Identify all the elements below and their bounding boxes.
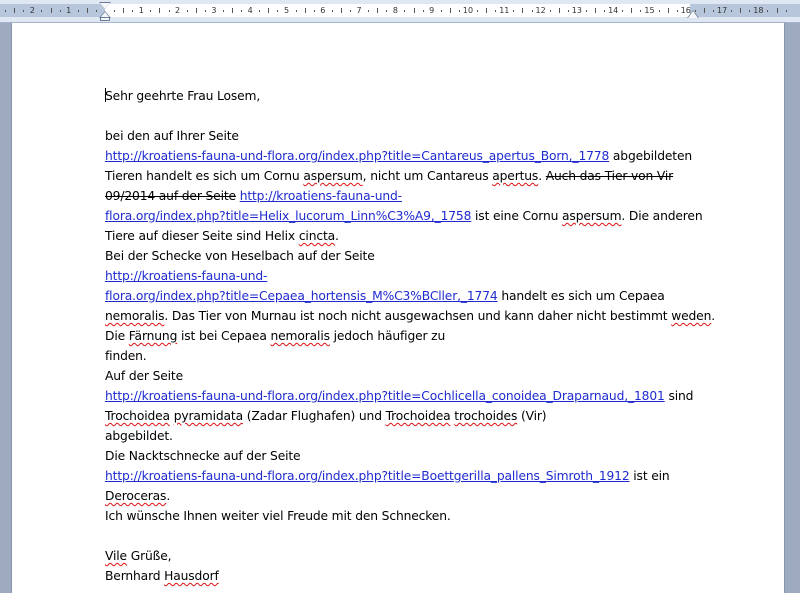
misspelled-word[interactable]: apertus [492,169,539,183]
ruler-quarter-dot [350,10,351,12]
ruler-number: 9 [429,6,435,15]
ruler-quarter-dot [132,10,133,12]
ruler-quarter-dot [223,10,224,12]
ruler-quarter-dot [513,10,514,12]
ruler-half-tick [450,8,451,13]
ruler-number: 13 [571,6,582,15]
ruler-quarter-dot [477,10,478,12]
ruler-quarter-dot [423,10,424,12]
ruler-half-tick [14,8,15,13]
ruler-half-tick [341,8,342,13]
ruler-half-tick [777,8,778,13]
ruler-quarter-dot [767,10,768,12]
ruler-number: 6 [320,6,326,15]
paragraph-line: nemoralis. Das Tier von Murnau ist noch nicht ausgewachsen und kann daher nicht bestimmt weden. [105,309,716,323]
ruler-half-tick [268,8,269,13]
ruler-quarter-dot [96,10,97,12]
ruler-half-tick [559,8,560,13]
link-cepaea-hortensis[interactable]: http://kroatiens-fauna-und- [105,269,268,283]
closing-line: Vile Grüße, [105,549,172,563]
paragraph-line: Deroceras. [105,489,171,503]
misspelled-word[interactable]: aspersum [303,169,363,183]
ruler-half-tick [414,8,415,13]
paragraph-line: http://kroatiens-fauna-und-flora.org/index.php?title=Cochlicella_conoidea_Draparnaud,_1801 sind [105,389,694,403]
paragraph-line: flora.org/index.php?title=Cepaea_hortensis_M%C3%BCller,_1774 handelt es sich um Cepaea [105,289,665,303]
paragraph-line: Die Färnung ist bei Cepaea nemoralis jedoch häufiger zu [105,329,446,343]
link-cepaea-hortensis[interactable]: flora.org/index.php?title=Cepaea_hortensis_M%C3%BCller,_1774 [105,289,498,303]
paragraph-line: abgebildet. [105,429,173,443]
misspelled-word[interactable]: pyramidata [173,409,243,423]
ruler-quarter-dot [640,10,641,12]
ruler-half-tick [159,8,160,13]
ruler-quarter-dot [713,10,714,12]
ruler-quarter-dot [749,10,750,12]
strikethrough-text: Auch das Tier von Vir [545,169,674,183]
ruler-number: 10 [462,6,474,15]
paragraph-line: Bei der Schecke von Heselbach auf der Seite [105,249,375,263]
ruler-quarter-dot [495,10,496,12]
strikethrough-text: 09/2014 auf der Seite [105,189,236,203]
paragraph-line: Tieren handelt es sich um Cornu aspersum, nicht um Cantareus apertus. Auch das Tier von Vir [105,169,674,183]
ruler-quarter-dot [169,10,170,12]
paragraph-line: Ich wünsche Ihnen weiter viel Freude mit den Schnecken. [105,509,451,523]
ruler-half-tick [51,8,52,13]
ruler-quarter-dot [205,10,206,12]
misspelled-word[interactable]: Trochoidea [105,409,170,423]
first-line-indent-marker[interactable] [100,3,110,9]
ruler-number: 2 [175,6,181,15]
paragraph-line: Tiere auf dieser Seite sind Helix cincta. [105,229,339,243]
ruler-half-tick [377,8,378,13]
misspelled-word[interactable]: Vile [105,549,127,563]
paragraph-line [105,186,705,206]
ruler-quarter-dot [386,10,387,12]
ruler-quarter-dot [568,10,569,12]
paragraph-line: Auf der Seite [105,369,184,383]
ruler-right-margin [690,4,800,17]
misspelled-word[interactable]: nemoralis [270,329,330,343]
link-cantareus-apertus[interactable]: http://kroatiens-fauna-und-flora.org/index.php?title=Cantareus_apertus_Born,_1778 [105,149,610,163]
link-helix-lucorum[interactable]: http://kroatiens-fauna-und- [239,189,402,203]
misspelled-word[interactable]: Färnung [128,329,178,343]
ruler-quarter-dot [60,10,61,12]
signature-line: Bernhard Hausdorf [105,569,219,583]
ruler-number: 5 [283,6,290,15]
ruler-quarter-dot [441,10,442,12]
link-boettgerilla-pallens[interactable]: http://kroatiens-fauna-und-flora.org/index.php?title=Boettgerilla_pallens_Simroth_1912 [105,469,630,483]
ruler-half-tick [305,8,306,13]
misspelled-word[interactable]: Deroceras [105,489,167,503]
misspelled-word[interactable]: cincta [298,229,336,243]
ruler-half-tick [740,8,741,13]
empty-paragraph [105,526,705,546]
ruler-quarter-dot [786,10,787,12]
ruler-quarter-dot [604,10,605,12]
ruler-half-tick [631,8,632,13]
ruler-quarter-dot [187,10,188,12]
ruler-half-tick [486,8,487,13]
ruler-number: 15 [644,6,655,15]
ruler-number: 1 [66,6,72,15]
ruler-half-tick [668,8,669,13]
ruler-quarter-dot [5,10,6,12]
salutation-line: Sehr geehrte Frau Losem, [105,89,261,103]
ruler-number: 11 [499,6,510,15]
ruler-quarter-dot [404,10,405,12]
ruler-half-tick [123,8,124,13]
ruler-number: 16 [680,6,691,15]
misspelled-word[interactable]: Trochoidea [385,409,451,423]
ruler-quarter-dot [241,10,242,12]
ruler-quarter-dot [150,10,151,12]
ruler-half-tick [196,8,197,13]
ruler-number: 7 [356,6,362,15]
ruler-number: 17 [717,6,728,15]
misspelled-word[interactable]: nemoralis [105,309,165,323]
empty-paragraph [105,106,705,126]
right-indent-marker[interactable] [688,11,698,18]
paragraph-line [105,266,705,286]
ruler-quarter-dot [114,10,115,12]
ruler-half-tick [704,8,705,13]
document-body[interactable] [105,86,716,586]
horizontal-ruler[interactable] [0,0,800,23]
ruler-quarter-dot [314,10,315,12]
left-indent-marker[interactable] [100,17,110,21]
ruler-quarter-dot [332,10,333,12]
ruler-half-tick [522,8,523,13]
paragraph-line: http://kroatiens-fauna-und-flora.org/index.php?title=Boettgerilla_pallens_Simroth_1912 ist ein [105,469,670,483]
ruler-quarter-dot [586,10,587,12]
ruler-half-tick [87,8,88,13]
paragraph-line: http://kroatiens-fauna-und-flora.org/index.php?title=Cantareus_apertus_Born,_1778 abgebildeten [105,149,693,163]
document-page[interactable] [12,23,784,593]
ruler-quarter-dot [368,10,369,12]
ruler-quarter-dot [550,10,551,12]
link-helix-lucorum[interactable]: flora.org/index.php?title=Helix_lucorum_Linn%C3%A9,_1758 [105,209,472,223]
ruler-quarter-dot [622,10,623,12]
ruler-quarter-dot [731,10,732,12]
ruler-number: 4 [247,6,253,15]
ruler-half-tick [232,8,233,13]
ruler-number: 18 [753,6,764,15]
misspelled-word[interactable]: aspersum [562,209,622,223]
ruler-quarter-dot [259,10,260,12]
ruler-quarter-dot [459,10,460,12]
ruler-quarter-dot [41,10,42,12]
ruler-half-tick [595,8,596,13]
ruler-quarter-dot [23,10,24,12]
ruler-quarter-dot [277,10,278,12]
ruler-quarter-dot [532,10,533,12]
ruler-quarter-dot [659,10,660,12]
ruler-number: 12 [535,6,546,15]
paragraph-line: finden. [105,349,147,363]
paragraph-line: Trochoidea pyramidata (Zadar Flughafen) und Trochoidea trochoides (Vir) [105,409,547,423]
ruler-number: 8 [392,6,398,15]
ruler-number: 1 [138,6,144,15]
ruler-number: 3 [211,6,217,15]
paragraph-line: flora.org/index.php?title=Helix_lucorum_Linn%C3%A9,_1758 ist eine Cornu aspersum. Die anderen [105,209,703,223]
misspelled-word[interactable]: trochoides [454,409,518,423]
ruler-number: 2 [29,6,35,15]
link-cochlicella-conoidea[interactable]: http://kroatiens-fauna-und-flora.org/index.php?title=Cochlicella_conoidea_Draparnaud,_1801 [105,389,665,403]
ruler-quarter-dot [296,10,297,12]
ruler-quarter-dot [78,10,79,12]
ruler-number: 14 [608,6,619,15]
paragraph-line: Die Nacktschnecke auf der Seite [105,449,301,463]
ruler-left-margin [0,4,105,17]
misspelled-word[interactable]: Hausdorf [164,569,219,583]
paragraph-line: bei den auf Ihrer Seite [105,129,239,143]
misspelled-word[interactable]: weden [671,309,712,323]
ruler-quarter-dot [677,10,678,12]
